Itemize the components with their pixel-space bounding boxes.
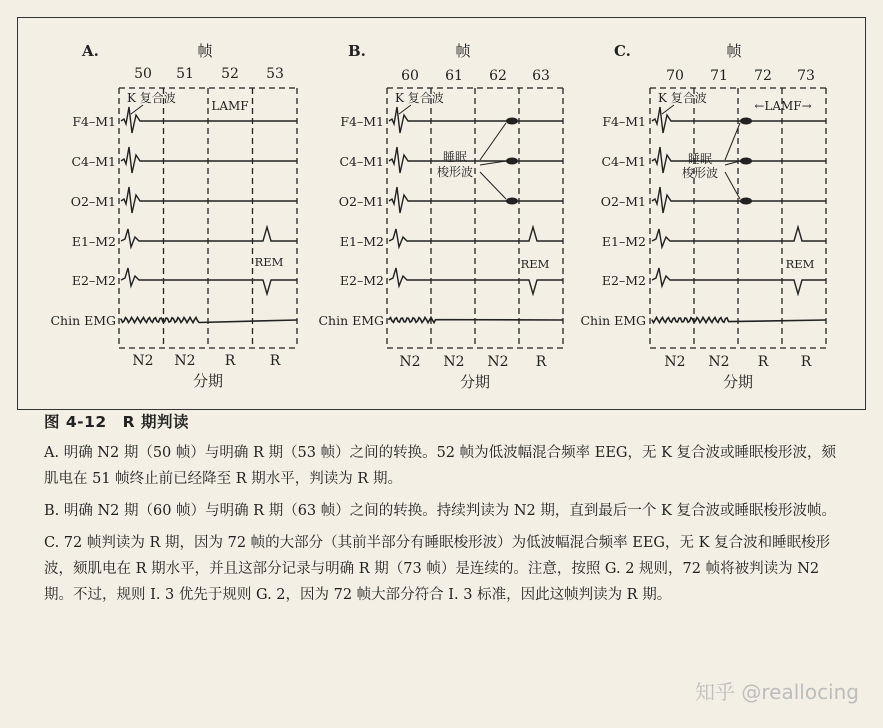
stage-label: N2 [664, 354, 686, 370]
signal-trace-f4-m1 [121, 107, 297, 133]
frame-number: 52 [221, 66, 239, 82]
frame-number: 50 [134, 66, 152, 82]
stage-label: R [757, 354, 769, 370]
watermark: 知乎 @reallocing [695, 680, 859, 704]
frame-number: 60 [401, 68, 419, 84]
stage-label: N2 [708, 354, 730, 370]
sleep-spindle-mark [506, 198, 518, 205]
caption-title: 图 4-12 R 期判读 [44, 413, 190, 431]
signal-trace-c4-m1 [389, 147, 563, 173]
signal-trace-e1-m2 [389, 227, 563, 247]
signal-trace-c4-m1 [121, 147, 297, 173]
channel-label: Chin EMG [50, 313, 116, 328]
channel-label: E1–M2 [71, 234, 116, 249]
rem-label: REM [785, 257, 815, 271]
stage-label: R [269, 353, 281, 369]
stage-axis-label: 分期 [192, 372, 224, 390]
spindle-arrow [480, 172, 506, 199]
signal-trace-chin-emg [389, 317, 563, 322]
k-complex-label: K 复合波 [395, 91, 444, 105]
panel-label: C. [614, 42, 631, 60]
channel-label: C4–M1 [601, 154, 646, 169]
signal-trace-e2-m2 [121, 268, 297, 294]
k-complex-arrow [662, 105, 674, 114]
rem-label: REM [520, 257, 550, 271]
stage-label: N2 [487, 354, 509, 370]
channel-label: F4–M1 [340, 114, 384, 129]
frame-number: 73 [797, 68, 815, 84]
k-complex-label: K 复合波 [127, 91, 176, 105]
frame-axis-label: 帧 [455, 42, 471, 60]
channel-label: F4–M1 [602, 114, 646, 129]
caption-paragraph-a: A. 明确 N2 期（50 帧）与明确 R 期（53 帧）之间的转换。52 帧为低波幅混合频率 EEG，无 K 复合波或睡眠梭形波，颏肌电在 51 帧终止前已经降至 R 期水平，判读为 R 期。 [44, 445, 837, 487]
k-complex-arrow [131, 105, 143, 114]
signal-trace-chin-emg [121, 317, 297, 322]
sleep-spindle-mark [740, 118, 752, 125]
lamf-label: ←LAMF→ [754, 99, 812, 113]
spindle-arrow [480, 123, 506, 160]
frame-axis-label: 帧 [726, 42, 742, 60]
signal-trace-e1-m2 [652, 227, 826, 247]
channel-label: O2–M1 [70, 194, 116, 209]
frame-number: 53 [266, 66, 284, 82]
signal-trace-chin-emg [652, 317, 826, 322]
stage-label: N2 [443, 354, 465, 370]
stage-label: N2 [174, 353, 196, 369]
spindle-label-line2: 梭形波 [436, 165, 474, 179]
lamf-label: LAMF [211, 99, 249, 113]
signal-trace-f4-m1 [389, 107, 563, 133]
frame-axis-label: 帧 [197, 42, 213, 60]
spindle-label-line1: 睡眠 [442, 150, 468, 164]
frame-number: 72 [754, 68, 772, 84]
frame-number: 71 [710, 68, 728, 84]
panel-label: A. [82, 42, 99, 60]
channel-label: E1–M2 [339, 234, 384, 249]
channel-label: C4–M1 [71, 154, 116, 169]
channel-label: E2–M2 [71, 273, 116, 288]
k-complex-label: K 复合波 [658, 91, 707, 105]
frame-number: 62 [489, 68, 507, 84]
signal-trace-e2-m2 [389, 268, 563, 294]
frame-number: 51 [176, 66, 194, 82]
signal-trace-e2-m2 [652, 268, 826, 294]
stage-label: N2 [132, 353, 154, 369]
caption-paragraph-c: C. 72 帧判读为 R 期，因为 72 帧的大部分（其前半部分有睡眠梭形波）为低波幅混合频率 EEG，无 K 复合波和睡眠梭形波，颏肌电在 R 期水平，并且这部分记录与明确 R 期（73 帧）是连续的。注意，按照 G. 2 规则，72 帧将被判读为 N2 期。不过，规则 I. 3 优先于规则 G. 2，因为 72 帧大部分符合 I. 3 标准，因此这帧判读为 R 期。 [44, 535, 831, 603]
channel-label: E1–M2 [601, 234, 646, 249]
signal-trace-o2-m1 [389, 187, 563, 213]
k-complex-arrow [399, 105, 411, 114]
panel-label: B. [348, 42, 366, 60]
caption-paragraph-b: B. 明确 N2 期（60 帧）与明确 R 期（63 帧）之间的转换。持续判读为 N2 期，直到最后一个 K 复合波或睡眠梭形波帧。 [44, 503, 836, 519]
sleep-spindle-mark [506, 158, 518, 165]
signal-trace-c4-m1 [652, 147, 826, 173]
sleep-spindle-mark [506, 118, 518, 125]
channel-label: C4–M1 [339, 154, 384, 169]
channel-label: E2–M2 [339, 273, 384, 288]
frame-number: 63 [532, 68, 550, 84]
signal-trace-e1-m2 [121, 227, 297, 247]
stage-label: N2 [399, 354, 421, 370]
stage-axis-label: 分期 [459, 373, 491, 391]
signal-trace-o2-m1 [121, 187, 297, 213]
channel-label: O2–M1 [600, 194, 646, 209]
spindle-label-line1: 睡眠 [687, 152, 713, 166]
channel-label: Chin EMG [318, 313, 384, 328]
sleep-spindle-mark [740, 198, 752, 205]
stage-label: R [224, 353, 236, 369]
channel-label: Chin EMG [580, 313, 646, 328]
caption [44, 410, 844, 614]
channel-label: O2–M1 [338, 194, 384, 209]
stage-axis-label: 分期 [722, 373, 754, 391]
channel-label: E2–M2 [601, 273, 646, 288]
spindle-label-line2: 梭形波 [681, 166, 719, 180]
signal-trace-o2-m1 [652, 187, 826, 213]
stage-label: R [800, 354, 812, 370]
frame-number: 61 [445, 68, 463, 84]
rem-label: REM [254, 255, 284, 269]
frame-number: 70 [666, 68, 684, 84]
sleep-spindle-mark [740, 158, 752, 165]
stage-label: R [535, 354, 547, 370]
channel-label: F4–M1 [72, 114, 116, 129]
spindle-arrow [725, 172, 740, 199]
